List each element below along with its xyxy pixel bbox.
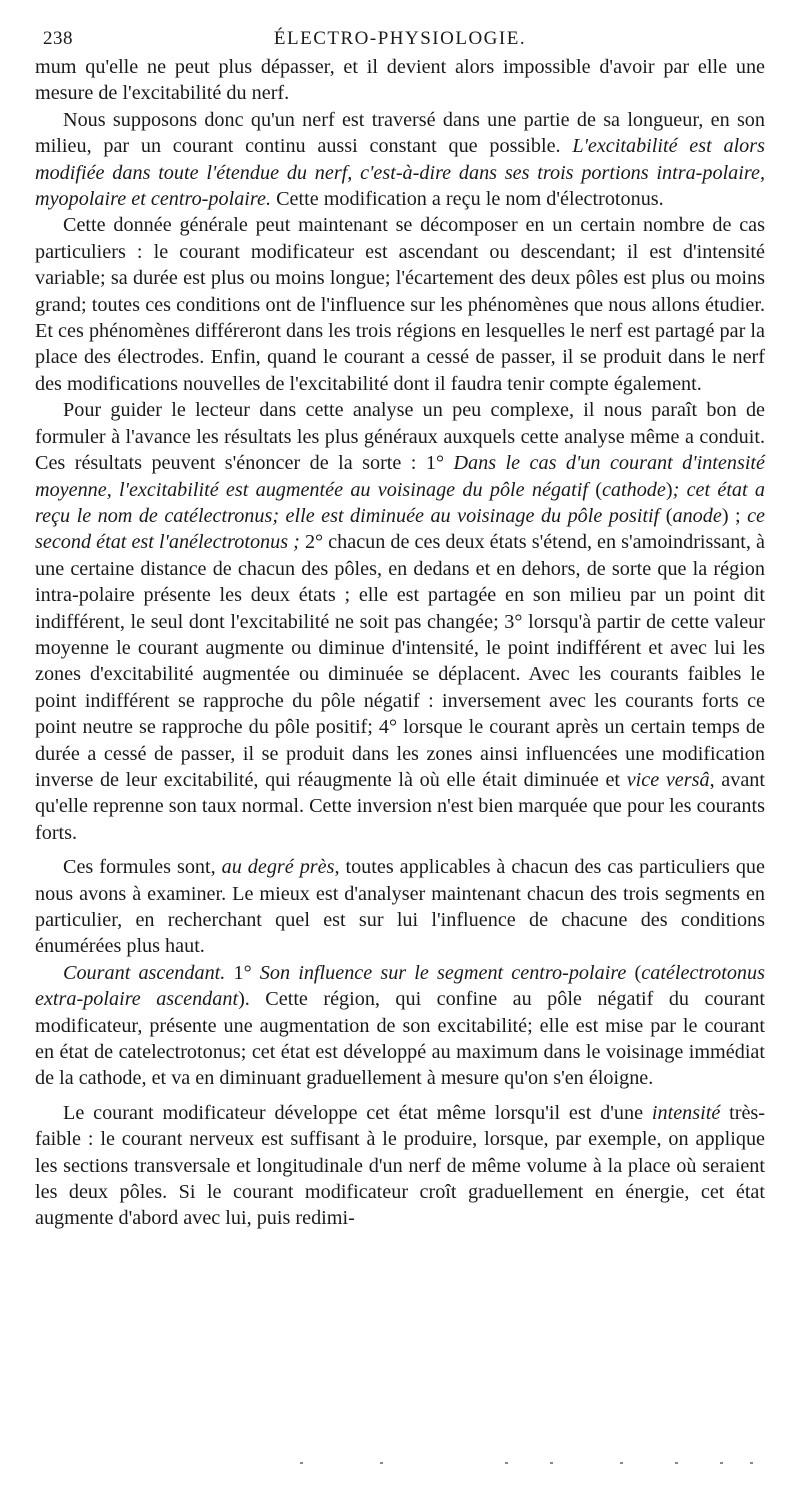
paragraph-continuation: [35, 54, 765, 107]
italic-text: ; cet état a reçu le nom de catélectronus; elle est diminuée au voisinage du pôle positif: [35, 478, 765, 527]
italic-text: L'excitabilité est alors modifiée dans toute l'étendue du nerf, c'est-à-dire dans ses trois portions intra-polaire, myopolaire et centro-polaire.: [35, 135, 765, 211]
speck: [750, 1462, 753, 1464]
paragraph-text: , avant qu'elle reprenne son taux normal. Cette inversion n'est bien marquée que pour les courants forts.: [35, 768, 766, 844]
speck: [300, 1462, 303, 1464]
book-page: [35, 28, 765, 1232]
paragraph-text: (: [626, 961, 642, 984]
paragraph-text: très-faible : le courant nerveux est suffisant à le produire, lorsque, par exemple, on applique les sections transversale et longitudinale d'un nerf de même volume à la place où seraient les deux pôles. Si le courant modificateur croît graduellement en énergie, cet état augmente d'abord avec lui, puis redimi-: [35, 1101, 766, 1230]
italic-text: catélectrotonus extra-polaire ascendant: [35, 961, 765, 1011]
paragraph-text: (: [659, 504, 673, 527]
paragraph-formulas: [35, 854, 765, 960]
paragraph-text: Cette donnée générale peut maintenant se décomposer en un certain nombre de cas particuliers : le courant modificateur est ascendant ou descendant; il est d'intensité variable; sa durée est plus ou moins longue; l'écartement des deux pôles est plus ou moins grand; toutes ces conditions ont de l'influence sur les phénomènes que nous allons étudier. Et ces phénomènes différeront dans les trois régions en lesquelles le nerf est partagé par la place des électrodes. Enfin, quand le courant a cessé de passer, il se produit dans le nerf des modifications nouvelles de l'excitabilité dont il faudra tenir compte également.: [35, 214, 765, 395]
italic-text: vice versâ: [626, 768, 710, 791]
paragraph-text: ): [665, 478, 673, 501]
paragraph-text: Cette modification a reçu le nom d'électrotonus.: [271, 188, 664, 211]
speck: [675, 1462, 678, 1464]
speck: [380, 1462, 383, 1464]
paragraph-text: Pour guider le lecteur dans cette analyse un peu complexe, il nous paraît bon de formuler à l'avance les résultats les plus généraux auxquels cette analyse même a conduit. Ces résultats peuvent s'énoncer de la sorte : 1°: [35, 399, 765, 475]
paragraph-text: mum qu'elle ne peut plus dépasser, et il devient alors impossible d'avoir par elle une mesure de l'excitabilité du nerf.: [35, 56, 765, 105]
speck: [550, 1462, 553, 1464]
body-text: [35, 54, 765, 1232]
italic-text: au degré près: [221, 856, 335, 879]
italic-text: Son influence sur le segment centro-polaire: [259, 961, 627, 984]
scan-specks: [290, 1460, 760, 1466]
running-head: [35, 28, 765, 54]
italic-text: Courant ascendant.: [63, 961, 226, 984]
paragraph-courant-ascendant: [35, 960, 765, 1092]
paragraph-particular-cases: [35, 212, 765, 397]
paragraph-text: (: [587, 478, 602, 501]
paragraph-text: Nous supposons donc qu'un nerf est traversé dans une partie de sa longueur, en son milieu, par un courant continu aussi constant que possible.: [35, 108, 765, 158]
paragraph-general-results: [35, 397, 765, 846]
speck: [720, 1462, 723, 1464]
italic-text: intensité: [651, 1101, 721, 1124]
paragraph-text: 2° chacun de ces deux états s'étend, en s'amoindrissant, à une certaine distance de chacun des pôles, en dedans et en dehors, de sorte que la région intra-polaire présente les deux états ; elle est partagée en son milieu par un point dit indifférent, le seul dont l'excitabilité ne soit pas changée; 3° lorsqu'à partir de cette valeur moyenne le courant augmente ou diminue d'intensité, le point indifférent et avec lui les zones d'excitabilité augmentée ou diminuée se déplacent. Avec les courants faibles le point indifférent se rapproche du pôle négatif : inversement avec les courants forts ce point neutre se rapproche du pôle positif; 4° lorsque le courant après un certain temps de durée a cessé de passer, il se produit dans les zones ainsi influencées une modification inverse de leur excitabilité, qui réaugmente là où elle était diminuée et: [35, 531, 765, 791]
paragraph-electrotonus-definition: [35, 107, 765, 213]
paragraph-text: , toutes applicables à chacun des cas particuliers que nous avons à examiner. Le mieux est d'analyser maintenant chacun des trois segments en particulier, en recherchant quel est sur lui l'influence de chacune des conditions énumérées plus haut.: [35, 856, 765, 958]
italic-text: ce second état est l'anélectrotonus ;: [35, 504, 765, 554]
speck: [620, 1462, 623, 1464]
running-title: ÉLECTRO-PHYSIOLOGIE.: [273, 28, 527, 49]
italic-text: cathode: [601, 478, 666, 501]
paragraph-text: 1°: [225, 961, 260, 984]
paragraph-text: Ces formules sont,: [63, 856, 222, 879]
paragraph-text: ). Cette région, qui confine au pôle négatif du courant modificateur, présente une augmentation de son excitabilité; elle est mise par le courant en état de catelectrotonus; cet état est développé au maximum dans le voisinage immédiat de la cathode, et va en diminuant graduellement à mesure qu'on s'en éloigne.: [35, 988, 765, 1090]
paragraph-text: ) ;: [721, 504, 748, 527]
italic-text: Dans le cas d'un courant d'intensité moyenne, l'excitabilité est augmentée au voisinage du pôle négatif: [35, 452, 765, 501]
speck: [505, 1462, 508, 1464]
paragraph-text: Le courant modificateur développe cet état même lorsqu'il est d'une: [63, 1101, 652, 1124]
page-number: 238: [43, 28, 73, 49]
italic-text: anode: [672, 504, 722, 527]
paragraph-modifying-current: [35, 1100, 765, 1232]
